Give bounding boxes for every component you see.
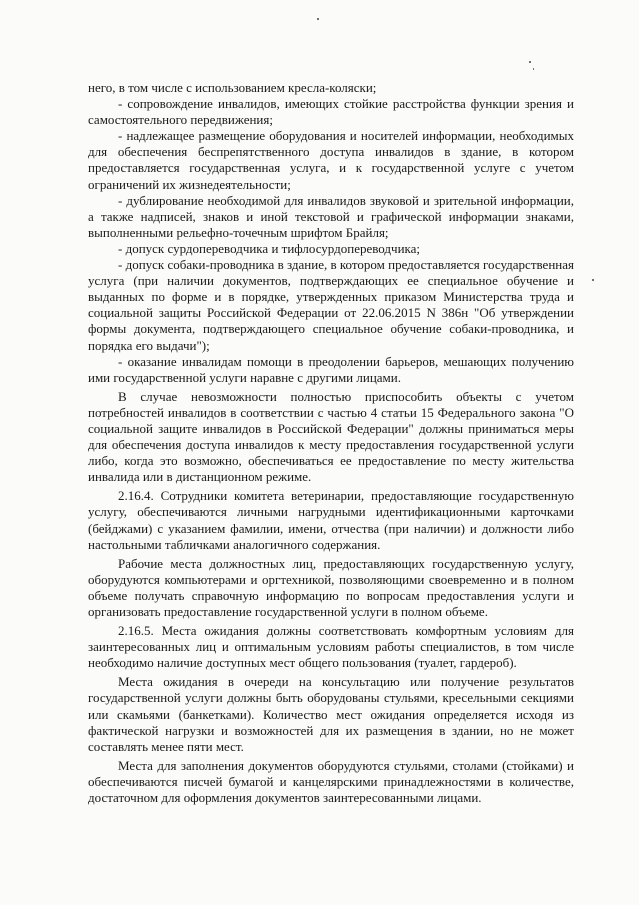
paragraph-section-2-16-4: 2.16.4. Сотрудники комитета ветеринарии, предоставляющие государственную услугу, обеспечиваются личными нагрудными идентификационными карточками (бейджами) с указанием фамилии, имени, отчества (при наличии) и должности либо настольными табличками аналогичного содержания. — [88, 488, 574, 552]
paragraph-workplaces: Рабочие места должностных лиц, предоставляющих государственную услугу, оборудуются компьютерами и оргтехникой, позволяющими своевременно и в полном объеме получать справочную информацию по вопросам предоставления услуги и организовать предоставление государственной услуги в полном объеме. — [88, 555, 574, 619]
list-item-assistance: - оказание инвалидам помощи в преодолении барьеров, мешающих получению ими государственной услуги наравне с другими лицами. — [88, 353, 574, 385]
scan-speck — [529, 61, 531, 63]
paragraph-document-filling-places: Места для заполнения документов оборудуются стульями, столами (стойками) и обеспечиваются писчей бумагой и канцелярскими принадлежностями в количестве, достаточном для оформления документов заинтересованными лицами. — [88, 757, 574, 806]
paragraph-waiting-places: Места ожидания в очереди на консультацию или получение результатов государственной услуги должны быть оборудованы стульями, кресельными секциями или скамьями (банкетками). Количество мест ожидания определяется исходя из фактической нагрузки и возможностей для их размещения в здании, но не может составлять менее пяти мест. — [88, 674, 574, 754]
list-item-sign-interpreter: - допуск сурдопереводчика и тифлосурдопереводчика; — [118, 240, 421, 256]
document-body — [88, 80, 574, 806]
list-item-equipment-placement: - надлежащее размещение оборудования и носителей информации, необходимых для обеспечения беспрепятственного доступа инвалидов в здание, в котором предоставляется государственная услуга, и к государственной услуге с учетом ограничений их жизнедеятельности; — [88, 128, 574, 192]
scan-speck — [592, 279, 594, 281]
list-item-guide-dog: - допуск собаки-проводника в здание, в котором предоставляется государственная услуга (при наличии документов, подтверждающих ее специальное обучение и выданных по форме и в порядке, утвержденных приказом Министерства труда и социальной защиты Российской Федерации от 22.06.2015 N 386н "Об утверждении формы документа, подтверждающего специальное обучение собаки-проводника, и порядка его выдачи"); — [88, 257, 574, 353]
scan-speck — [317, 18, 319, 20]
list-item-escort: - сопровождение инвалидов, имеющих стойкие расстройства функции зрения и самостоятельного передвижения; — [88, 96, 574, 128]
paragraph-section-2-16-5: 2.16.5. Места ожидания должны соответствовать комфортным условиям для заинтересованных лиц и оптимальным условиям работы специалистов, в том числе необходимо наличие доступных мест общего пользования (туалет, гардероб). — [88, 623, 574, 671]
paragraph-accessibility: В случае невозможности полностью приспособить объекты с учетом потребностей инвалидов в соответствии с частью 4 статьи 15 Федерального закона "О социальной защите инвалидов в Российской Федерации" должны приниматься меры для обеспечения доступа инвалидов к месту предоставления государственной услуги либо, когда это возможно, обеспечиваться ее предоставление по месту жительства инвалида или в дистанционном режиме. — [88, 388, 574, 485]
scan-speck — [533, 68, 534, 70]
list-item-duplication: - дублирование необходимой для инвалидов звуковой и зрительной информации, а также надписей, знаков и иной текстовой и графической информации знаками, выполненными рельефно-точечным шрифтом Брайля; — [88, 192, 574, 240]
paragraph-continuation: него, в том числе с использованием кресла-коляски; — [88, 80, 377, 95]
